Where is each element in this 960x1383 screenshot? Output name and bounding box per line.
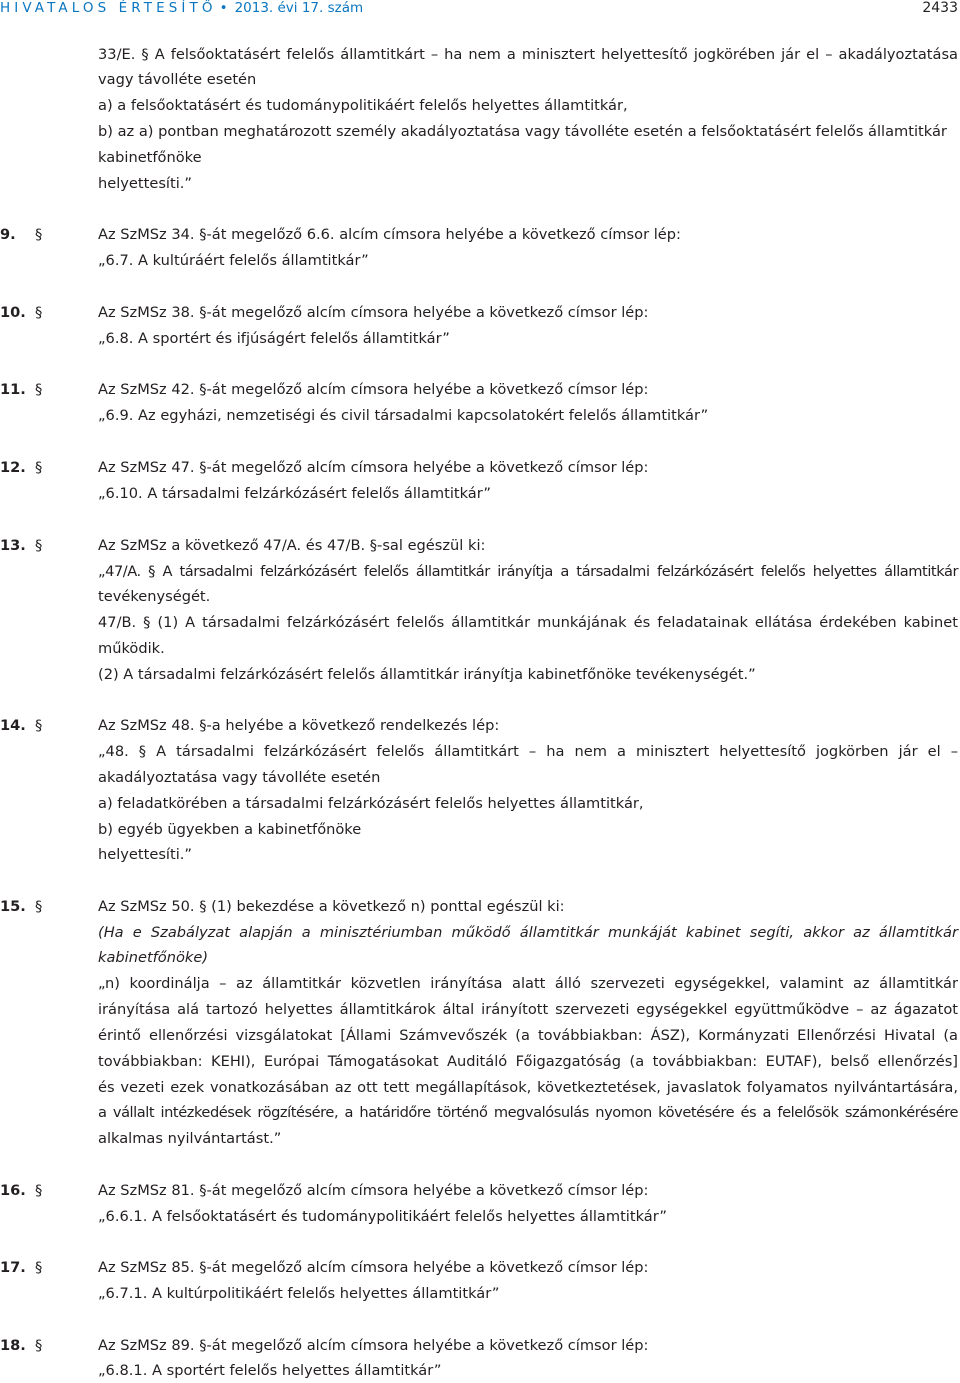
paragraph-line: kabinetfőnöke	[98, 149, 202, 166]
section-number: 12.	[0, 459, 26, 476]
section-sign: §	[35, 304, 43, 321]
section-sign: §	[35, 717, 43, 734]
section-number: 11.	[0, 381, 26, 398]
issue-label: 2013. évi 17. szám	[234, 0, 364, 16]
paragraph-line: 33/E. § A felsőoktatásért felelős államtitkárt – ha nem a minisztert helyettesítő jogkörében jár el – akadályoztatása	[98, 46, 958, 63]
paragraph-line: a) a felsőoktatásért és tudománypolitikáért felelős helyettes államtitkár,	[98, 97, 628, 114]
section-sign: §	[35, 1182, 43, 1199]
section-number: 13.	[0, 537, 26, 554]
amendment-instruction: Az SzMSz 38. §-át megelőző alcím címsora helyébe a következő címsor lép:	[98, 304, 649, 321]
amendment-text: „6.7. A kultúráért felelős államtitkár”	[98, 252, 369, 269]
amendment-text: „6.8.1. A sportért felelős helyettes államtitkár”	[98, 1362, 442, 1379]
section-number: 15.	[0, 898, 26, 915]
amendment-instruction: Az SzMSz 47. §-át megelőző alcím címsora helyébe a következő címsor lép:	[98, 459, 649, 476]
amendment-instruction: Az SzMSz 42. §-át megelőző alcím címsora helyébe a következő címsor lép:	[98, 381, 649, 398]
section-number: 17.	[0, 1259, 26, 1276]
section-number: 10.	[0, 304, 26, 321]
section-number: 9.	[0, 226, 16, 243]
amendment-instruction: Az SzMSz 50. § (1) bekezdése a következő n) ponttal egészül ki:	[98, 898, 565, 915]
amendment-text: tevékenységét.	[98, 588, 211, 605]
amendment-text: 47/B. § (1) A társadalmi felzárkózásért felelős államtitkár munkájának és feladatainak ellátása érdekében kabinet	[98, 614, 958, 631]
amendment-text: működik.	[98, 640, 165, 657]
amendment-text: érintő ellenőrzési vizsgálatokat [Állami Számvevőszék (a továbbiakban: ÁSZ), Kormányzati Ellenőrzési Hivatal (a	[98, 1027, 958, 1044]
amendment-text: továbbiakban: KEHI), Európai Támogatásokat Auditáló Főigazgatóság (a továbbiakban: EUTAF), belső ellenőrzés]	[98, 1053, 958, 1070]
amendment-text: és vezeti ezek vonatkozásában az ott tett megállapítások, következtetések, javaslatok folyamatos nyilvántartására,	[98, 1079, 958, 1096]
amendment-instruction: Az SzMSz 48. §-a helyébe a következő rendelkezés lép:	[98, 717, 500, 734]
section-number: 14.	[0, 717, 26, 734]
amendment-text: irányítása alá tartozó helyettes államtitkárok által irányított szervezeti egységekkel együttműködve – az ágazatot	[98, 1001, 958, 1018]
amendment-text: a) feladatkörében a társadalmi felzárkózásért felelős helyettes államtitkár,	[98, 795, 644, 812]
paragraph-line: b) az a) pontban meghatározott személy akadályoztatása vagy távolléte esetén a felsőoktatásért felelős államtitkár	[98, 123, 947, 140]
section-number: 16.	[0, 1182, 26, 1199]
context-text: kabinetfőnöke)	[98, 949, 209, 966]
section-sign: §	[35, 226, 43, 243]
amendment-text: (2) A társadalmi felzárkózásért felelős államtitkár irányítja kabinetfőnöke tevékenységét.”	[98, 666, 756, 683]
amendment-text: alkalmas nyilvántartást.”	[98, 1130, 282, 1147]
amendment-text: „6.7.1. A kultúrpolitikáért felelős helyettes államtitkár”	[98, 1285, 500, 1302]
section-sign: §	[35, 898, 43, 915]
page-number: 2433	[922, 0, 958, 16]
context-text: (Ha e Szabályzat alapján a minisztériumban működő államtitkár munkáját kabinet segíti, akkor az államtitkár	[98, 924, 958, 941]
amendment-instruction: Az SzMSz 34. §-át megelőző 6.6. alcím címsora helyébe a következő címsor lép:	[98, 226, 681, 243]
paragraph-line: vagy távolléte esetén	[98, 71, 257, 88]
amendment-text: „6.10. A társadalmi felzárkózásért felelős államtitkár”	[98, 485, 491, 502]
bullet-separator: •	[219, 0, 228, 16]
running-header	[0, 0, 363, 16]
section-sign: §	[35, 381, 43, 398]
amendment-text: „n) koordinálja – az államtitkár közvetlen irányítása alatt álló szervezeti egységekkel, valamint az államtitkár	[98, 975, 958, 992]
amendment-instruction: Az SzMSz 81. §-át megelőző alcím címsora helyébe a következő címsor lép:	[98, 1182, 649, 1199]
amendment-text: akadályoztatása vagy távolléte esetén	[98, 769, 381, 786]
section-sign: §	[35, 1337, 43, 1354]
section-sign: §	[35, 1259, 43, 1276]
amendment-instruction: Az SzMSz 85. §-át megelőző alcím címsora helyébe a következő címsor lép:	[98, 1259, 649, 1276]
amendment-text: „48. § A társadalmi felzárkózásért felelős államtitkárt – ha nem a minisztert helyettesítő jogkörben jár el –	[98, 743, 958, 760]
publication-title: HIVATALOS ÉRTESÍTŐ	[0, 0, 217, 16]
amendment-instruction: Az SzMSz 89. §-át megelőző alcím címsora helyébe a következő címsor lép:	[98, 1337, 649, 1354]
amendment-text: „6.6.1. A felsőoktatásért és tudománypolitikáért felelős helyettes államtitkár”	[98, 1208, 667, 1225]
amendment-text: helyettesíti.”	[98, 846, 192, 863]
amendment-text: „6.9. Az egyházi, nemzetiségi és civil társadalmi kapcsolatokért felelős államtitkár”	[98, 407, 709, 424]
amendment-instruction: Az SzMSz a következő 47/A. és 47/B. §-sal egészül ki:	[98, 537, 486, 554]
amendment-text: „6.8. A sportért és ifjúságért felelős államtitkár”	[98, 330, 450, 347]
section-sign: §	[35, 459, 43, 476]
amendment-text: b) egyéb ügyekben a kabinetfőnöke	[98, 821, 362, 838]
section-number: 18.	[0, 1337, 26, 1354]
section-sign: §	[35, 537, 43, 554]
paragraph-line: helyettesíti.”	[98, 175, 192, 192]
amendment-text: a vállalt intézkedések rögzítésére, a határidőre történő megvalósulás nyomon követésére és a felelősök számonkérésére	[98, 1104, 958, 1121]
amendment-text: „47/A. § A társadalmi felzárkózásért felelős államtitkár irányítja a társadalmi felzárkózásért felelős helyettes államtitkár	[98, 563, 958, 580]
